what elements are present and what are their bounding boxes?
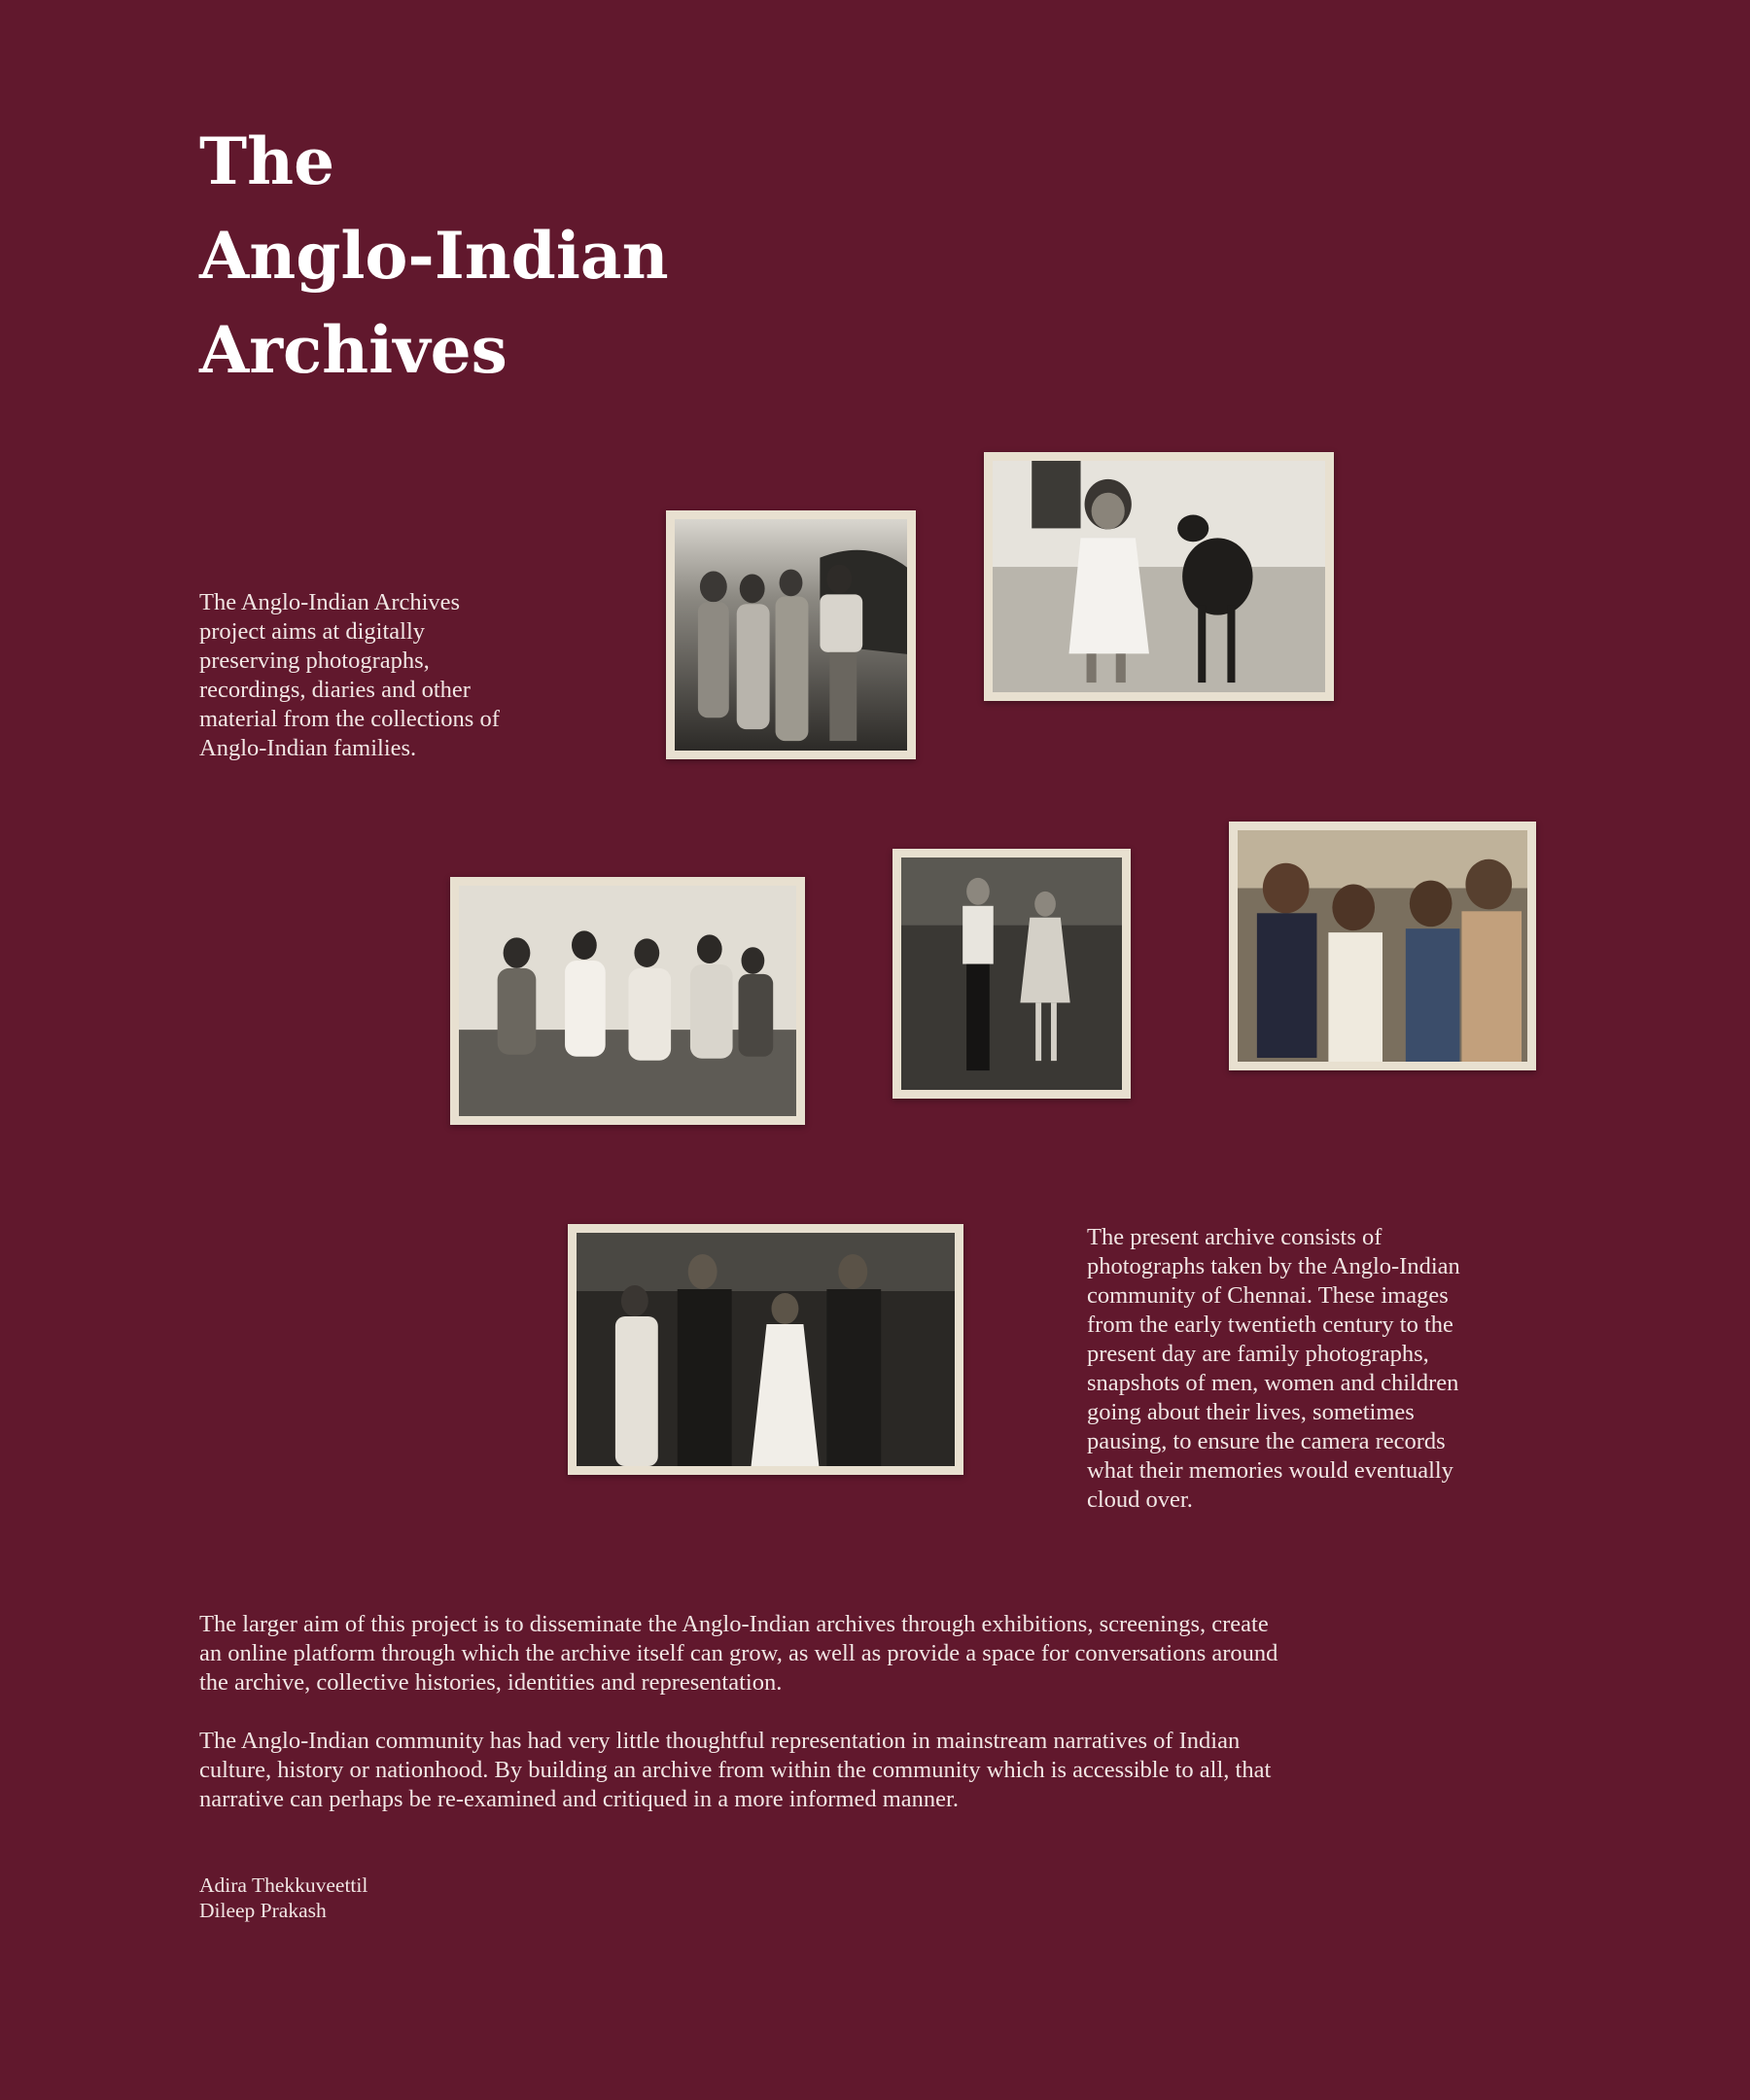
author-name: Adira Thekkuveettil	[199, 1873, 368, 1897]
community-paragraph: The Anglo-Indian community has had very little thoughtful representation in mainstream narratives of Indian culture, history or nationhood. By building an archive from within the community which is accessible to all, that narrative can perhaps be re-examined and critiqued in a more informed manner.	[199, 1728, 1272, 1812]
title-line: Archives	[199, 312, 508, 388]
photo-two-children	[892, 849, 1131, 1099]
photo-girl-with-goat	[984, 452, 1334, 701]
authors	[199, 1872, 368, 1923]
present-archive-paragraph: The present archive consists of photographs taken by the Anglo-Indian community of Chennai. These images from the early twentieth century to the present day are family photographs, snapshots of men, women and children going about their lives, sometimes pausing, to ensure the camera records what their memories would eventually cloud over.	[1087, 1224, 1460, 1513]
photo-wedding-group	[568, 1224, 963, 1475]
photo-women-picnic	[450, 877, 805, 1125]
title-line: The	[199, 123, 335, 199]
intro-paragraph: The Anglo-Indian Archives project aims at digitally preserving photographs, recordings, diaries and other material from the collections of Anglo-Indian families.	[199, 589, 500, 761]
author-name: Dileep Prakash	[199, 1899, 327, 1922]
page-title	[199, 115, 669, 398]
title-line: Anglo-Indian	[199, 218, 669, 294]
photo-family-group	[666, 510, 916, 759]
aim-paragraph: The larger aim of this project is to disseminate the Anglo-Indian archives through exhibitions, screenings, create an online platform through which the archive itself can grow, as well as provide a space for conversations around the archive, collective histories, identities and representation.	[199, 1611, 1278, 1696]
photo-boys-group	[1229, 822, 1536, 1070]
